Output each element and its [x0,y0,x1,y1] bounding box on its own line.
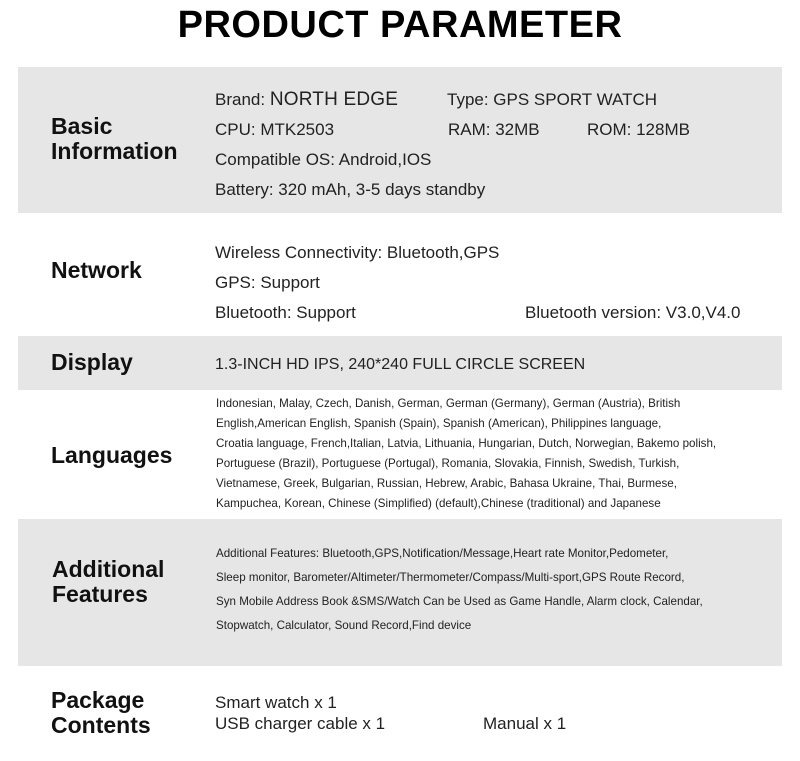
page-title: PRODUCT PARAMETER [177,4,623,46]
type-text: Type: GPS SPORT WATCH [447,90,658,109]
package-contents-section [18,668,782,758]
ram-text: RAM: 32MB [448,120,540,139]
package-item-cable: USB charger cable x 1 [215,714,386,733]
languages-line: Vietnamese, Greek, Bulgarian, Russian, Hebrew, Arabic, Bahasa Ukraine, Thai, Burmese, [216,477,677,490]
network-section [18,230,782,334]
package-item-watch: Smart watch x 1 [215,693,337,712]
additional-features-section [18,519,782,666]
os-text: Compatible OS: Android,IOS [215,150,432,169]
brand-value: NORTH EDGE [269,89,399,110]
features-line: Sleep monitor, Barometer/Altimeter/Thermometer/Compass/Multi-sport,GPS Route Record, [216,571,685,584]
languages-line: English,American English, Spanish (Spain), Spanish (American), Philippines language, [216,417,662,430]
languages-line: Kampuchea, Korean, Chinese (Simplified) (default),Chinese (traditional) and Japanese [216,497,661,510]
display-value: 1.3-INCH HD IPS, 240*240 FULL CIRCLE SCREEN [215,356,586,373]
additional-features-label: Additional Features [52,556,165,607]
brand-row [215,90,398,110]
features-line: Additional Features: Bluetooth,GPS,Notification/Message,Heart rate Monitor,Pedometer, [216,547,669,560]
features-line: Syn Mobile Address Book &SMS/Watch Can be Used as Game Handle, Alarm clock, Calendar, [216,595,703,608]
wireless-text: Wireless Connectivity: Bluetooth,GPS [215,243,500,262]
package-contents-label: Package Contents [51,687,151,738]
languages-list [216,394,716,514]
languages-line: Portuguese (Brazil), Portuguese (Portugal), Romania, Slovakia, Finnish, Swedish, Turkish, [216,457,680,470]
battery-text: Battery: 320 mAh, 3-5 days standby [215,180,486,199]
languages-line: Croatia language, French,Italian, Latvia, Lithuania, Hungarian, Dutch, Norwegian, Bakemo polish, [216,437,717,450]
gps-text: GPS: Support [215,273,320,292]
rom-text: ROM: 128MB [587,120,690,139]
bluetooth-text: Bluetooth: Support [215,303,356,322]
features-list [216,542,703,638]
package-item-manual: Manual x 1 [483,714,567,733]
display-label: Display [51,349,133,375]
brand-label: Brand: [215,90,266,109]
cpu-text: CPU: MTK2503 [215,120,335,139]
network-label: Network [51,257,142,283]
basic-information-label: Basic Information [51,113,178,164]
features-line: Stopwatch, Calculator, Sound Record,Find device [216,619,472,632]
languages-section [18,392,782,518]
bluetooth-version-text: Bluetooth version: V3.0,V4.0 [525,303,741,322]
languages-label: Languages [51,442,173,468]
display-section [18,336,782,390]
languages-line: Indonesian, Malay, Czech, Danish, German, German (Germany), German (Austria), British [216,397,681,410]
basic-information-section [18,67,782,213]
